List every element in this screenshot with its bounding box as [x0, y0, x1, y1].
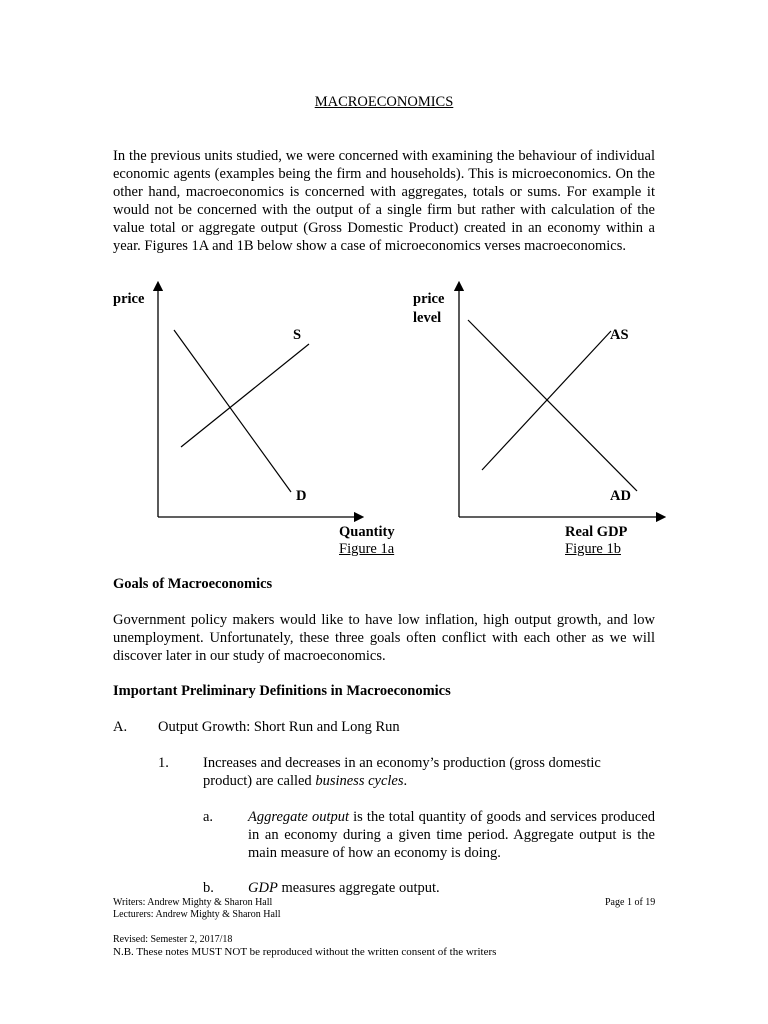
figure-1b-as-curve	[482, 331, 611, 470]
item-b-emphasis: GDP	[248, 880, 278, 896]
item-1-before: Increases and decreases in an economy’s production (gross domestic product) are called	[203, 755, 601, 789]
section-a-title: Output Growth: Short Run and Long Run	[158, 719, 400, 735]
item-a-marker: a.	[203, 809, 214, 825]
figure-1a-supply-label: S	[293, 327, 302, 343]
page-title: MACROECONOMICS	[314, 94, 454, 110]
footer-copyright-note: N.B. These notes MUST NOT be reproduced without the written consent of the writers	[113, 946, 497, 958]
item-b-marker: b.	[203, 880, 214, 896]
footer-revised: Revised: Semester 2, 2017/18	[113, 934, 233, 945]
figure-1b-caption: Figure 1b	[565, 541, 621, 557]
figure-1b-y-label-line1: price	[413, 291, 445, 307]
footer-writers: Writers: Andrew Mighty & Sharon Hall	[113, 897, 273, 908]
figure-1b-y-label-line2: level	[413, 310, 442, 326]
footer-lecturers: Lecturers: Andrew Mighty & Sharon Hall	[113, 909, 281, 920]
item-1-after: .	[403, 773, 408, 789]
section-a-marker: A.	[113, 719, 128, 735]
item-a-text	[248, 808, 655, 862]
figure-1b-as-label: AS	[610, 327, 629, 343]
footer-page-number: Page 1 of 19	[605, 897, 656, 908]
item-1-emphasis: business cycles	[315, 773, 404, 789]
figure-1b-ad-label: AD	[610, 488, 631, 504]
intro-text: In the previous units studied, we were concerned with examining the behaviour of individual economic agents (examples being the firm and households). This is microeconomics. On the other hand, macroeconomics is concerned with aggregates, totals or sums. For example it would not be concerned with the output of a single firm but rather with calculation of the value total or aggregate output (Gross Domestic Product) created in an economy within a year. Figures 1A and 1B below show a case of microeconomics verses macroeconomics.	[113, 148, 655, 254]
item-1-marker: 1.	[158, 755, 169, 771]
goals-heading: Goals of Macroeconomics	[113, 576, 273, 592]
goals-text: Government policy makers would like to have low inflation, high output growth, and low unemployment. Unfortunately, these three goals often conflict with each other as we will discover later in our study of macroeconomics.	[113, 612, 655, 664]
item-b-text	[248, 879, 440, 897]
item-a-emphasis: Aggregate output	[248, 809, 350, 825]
figure-1b-ad-curve	[468, 320, 637, 491]
figure-1a-caption: Figure 1a	[339, 541, 395, 557]
figure-1b-x-label: Real GDP	[565, 524, 628, 540]
figure-1a-x-label: Quantity	[339, 524, 395, 540]
item-b-body: measures aggregate output.	[277, 880, 440, 896]
item-1-text	[203, 754, 623, 790]
definitions-heading: Important Preliminary Definitions in Macroeconomics	[113, 683, 451, 699]
figure-1a-demand-label: D	[296, 488, 307, 504]
goals-paragraph	[113, 611, 655, 665]
item-a-body: is the total quantity of goods and services produced in an economy during a given time period. Aggregate output is the main measure of how an economy is doing.	[248, 809, 655, 861]
figure-1a-y-label: price	[113, 291, 145, 307]
